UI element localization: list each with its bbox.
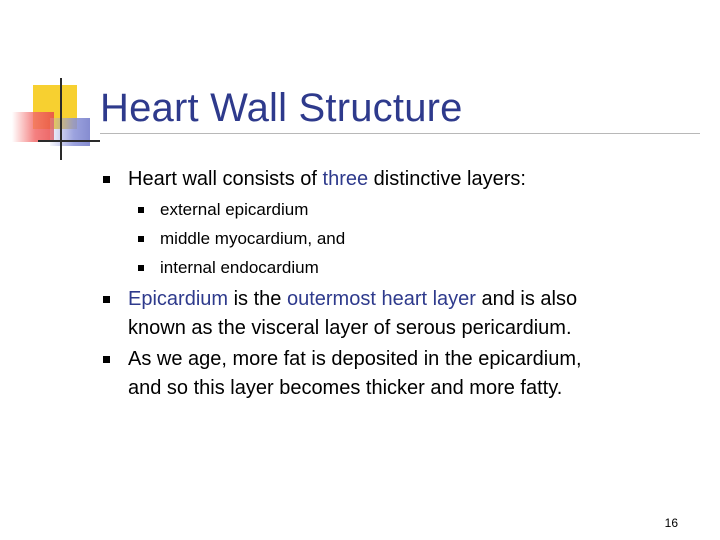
bullet-text-layers [128,166,526,192]
highlight-outermost-heart-layer: outermost heart layer [286,288,476,310]
bullet-text-epicardium-line2: known as the visceral layer of serous pericardium. [128,317,572,339]
bullet-square-icon [103,296,110,303]
sub-bullet-square-icon [138,265,144,271]
bullet-text-age-line1: As we age, more fat is deposited in the epicardium, [128,348,582,370]
highlight-epicardium: Epicardium [128,288,229,310]
sub-bullet-epicardium: external epicardium [160,200,309,219]
bullet-text-part: is the [228,288,287,310]
bullet-square-icon [103,356,110,363]
bullet-text-part: and is also [475,288,578,310]
sub-bullet-square-icon [138,207,144,213]
bullet-text-part: distinctive layers: [368,168,526,190]
sub-bullet-endocardium: internal endocardium [160,258,319,277]
slide-title: Heart Wall Structure [100,86,463,130]
bullet-text-part: Heart wall consists of [128,168,323,190]
bullet-text-age-line2: and so this layer becomes thicker and more fatty. [128,377,563,399]
highlight-three: three [322,168,369,190]
page-number: 16 [664,516,678,530]
sub-bullet-square-icon [138,236,144,242]
sub-bullet-myocardium: middle myocardium, and [160,229,346,248]
bullet-square-icon [103,176,110,183]
bullet-text-epicardium-line1 [128,286,577,312]
